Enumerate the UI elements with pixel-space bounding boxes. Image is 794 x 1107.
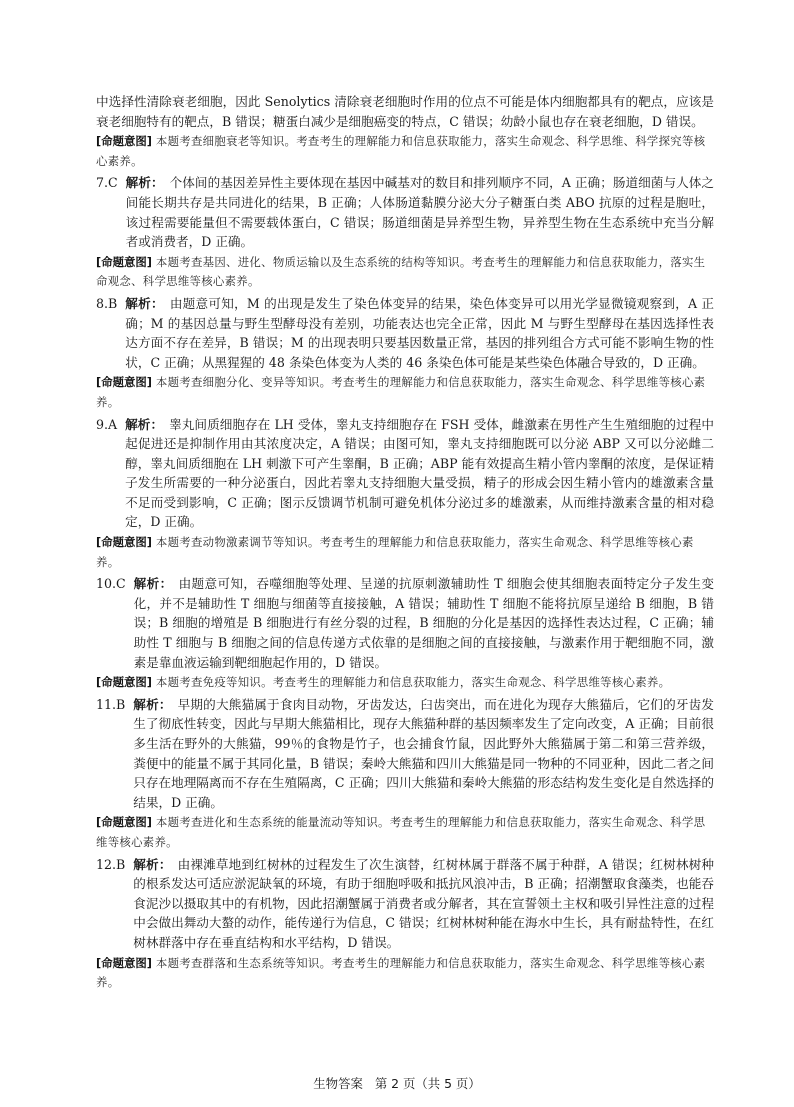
analysis-label: 解析：: [133, 696, 172, 712]
continuation-intent: [96, 132, 714, 171]
intent-label: [命题意图]: [96, 535, 152, 550]
question-list: [96, 173, 714, 992]
analysis-text: 由题意可知，吞噬细胞等处理、呈递的抗原刺激辅助性 T 细胞会使其细胞表面特定分子发生变化，并不是辅助性 T 细胞与细菌等直接接触，A 错误；辅助性 T 细胞不能将抗原呈递给 B 细胞，B 错误；B 细胞的增殖是 B 细胞进行有丝分裂的过程，B 细胞的分化是基因的选择性表达过程，C 正确；辅助性 T 细胞与 B 细胞之间的信息传递方式依靠的是细胞之间的直接接触，与激素作用于靶细胞不同，激素是靠血液运输到靶细胞起作用的，D 错误。: [133, 576, 714, 670]
intent-label: [命题意图]: [96, 134, 152, 149]
question-item: [96, 855, 714, 993]
page-footer: [0, 1074, 794, 1092]
analysis-label: 解析：: [133, 576, 173, 592]
intent-text: 本题考查细胞分化、变异等知识。考查考生的理解能力和信息获取能力，落实生命观念、科学思维等核心素养。: [96, 375, 706, 409]
question-number: 7.C: [96, 175, 126, 191]
intent-text: 本题考查进化和生态系统的能量流动等知识。考查考生的理解能力和信息获取能力，落实生命观念、科学思维等核心素养。: [96, 815, 706, 849]
analysis-text: 早期的大熊猫属于食肉目动物，牙齿发达，臼齿突出，而在进化为现存大熊猫后，它们的牙齿发生了彻底性转变，因此与早期大熊猫相比，现存大熊猫种群的基因频率发生了定向改变，A 正确；目前很多生活在野外的大熊猫，99％的食物是竹子，也会捕食竹鼠，因此野外大熊猫属于第二和第三营养级，粪便中的能量不属于其同化量，B 错误；秦岭大熊猫和四川大熊猫是同一物种的不同亚种，因此二者之间只存在地理隔离而不存在生殖隔离，C 正确；四川大熊猫和秦岭大熊猫的形态结构发生变化是自然选择的结果，D 正确。: [133, 696, 715, 810]
question-intent: [96, 813, 714, 852]
question-intent: [96, 533, 714, 572]
intent-label: [命题意图]: [96, 254, 152, 269]
intent-text: 本题考查基因、进化、物质运输以及生态系统的结构等知识。考查考生的理解能力和信息获取能力，落实生命观念、科学思维等核心素养。: [96, 254, 706, 289]
footer-page-number: 第 2 页（共 5 页）: [374, 1076, 481, 1091]
intent-label: [命题意图]: [96, 815, 152, 830]
intent-label: [命题意图]: [96, 955, 152, 970]
question-item: [96, 415, 714, 573]
question-item: [96, 695, 714, 853]
analysis-label: 解析：: [125, 175, 164, 191]
question-item: [96, 173, 714, 292]
continuation-text: 中选择性清除衰老细胞，因此 Senolytics 清除衰老细胞时作用的位点不可能是体内细胞都具有的靶点，应该是衰老细胞特有的靶点，B 错误；糖蛋白减少是细胞癌变的特点，C 错误；幼龄小鼠也存在衰老细胞，D 错误。: [96, 94, 714, 129]
continuation-block: [96, 92, 714, 171]
intent-label: [命题意图]: [96, 675, 152, 690]
question-item: [96, 294, 714, 413]
intent-text: 本题考查群落和生态系统等知识。考查考生的理解能力和信息获取能力，落实生命观念、科学思维等核心素养。: [96, 955, 706, 990]
question-number: 10.C: [96, 576, 134, 592]
question-intent: [96, 673, 714, 693]
intent-text: 本题考查免疫等知识。考查考生的理解能力和信息获取能力，落实生命观念、科学思维等核心素养。: [155, 675, 671, 690]
analysis-text: 由裸滩草地到红树林的过程发生了次生演替，红树林属于群落不属于种群，A 错误；红树林树种的根系发达可适应淤泥缺氧的环境，有助于细胞呼吸和抵抗风浪冲击，B 正确；招潮蟹取食藻类，也能吞食泥沙以摄取其中的有机物，因此招潮蟹属于消费者或分解者，其在宣誓领土主权和吸引异性注意的过程中会做出舞动大螯的动作，能传递行为信息，C 错误；红树林树种能在海水中生长，具有耐盐特性，在红树林群落中存在垂直结构和水平结构，D 错误。: [133, 856, 714, 950]
footer-subject: 生物答案: [313, 1076, 363, 1091]
intent-label: [命题意图]: [96, 375, 152, 390]
question-number: 12.B: [96, 856, 134, 872]
question-intent: [96, 253, 714, 292]
question-item: [96, 574, 714, 693]
question-number: 8.B: [96, 295, 126, 311]
analysis-label: 解析：: [125, 295, 164, 311]
question-intent: [96, 373, 714, 412]
analysis-text: 个体间的基因差异性主要体现在基因中碱基对的数目和排列顺序不同，A 正确；肠道细菌与人体之间能长期共存是共同进化的结果，B 正确；人体肠道黏膜分泌大分子糖蛋白类 ABO 抗原的过程是胞吐，该过程需要能量但不需要载体蛋白，C 错误；肠道细菌是异养型生物，异养型生物在生态系统中充当分解者或消费者，D 正确。: [125, 175, 714, 250]
question-number: 11.B: [96, 696, 134, 712]
analysis-label: 解析：: [133, 856, 172, 872]
question-intent: [96, 954, 714, 993]
analysis-text: 由题意可知，M 的出现是发生了染色体变异的结果，染色体变异可以用光学显微镜观察到，A 正确；M 的基因总量与野生型酵母没有差别，功能表达也完全正常，因此 M 与野生型酵母在基因选择性表达方面不存在差异，B 错误；M 的出现表明只要基因数量正常，基因的排列组合方式可能不影响生物的性状，C 正确；从黑猩猩的 48 条染色体变为人类的 46 条染色体可能是某些染色体融合导致的，D 正确。: [125, 295, 714, 370]
intent-text: 本题考查细胞衰老等知识。考查考生的理解能力和信息获取能力，落实生命观念、科学思维、科学探究等核心素养。: [96, 134, 706, 168]
analysis-label: 解析：: [125, 416, 164, 432]
intent-text: 本题考查动物激素调节等知识。考查考生的理解能力和信息获取能力，落实生命观念、科学思维等核心素养。: [96, 535, 694, 569]
question-number: 9.A: [96, 416, 126, 432]
analysis-text: 睾丸间质细胞存在 LH 受体，睾丸支持细胞存在 FSH 受体，雌激素在男性产生生殖细胞的过程中起促进还是抑制作用由其浓度决定，A 错误；由图可知，睾丸支持细胞既可以分泌 ABP 又可以分泌雌二醇，睾丸间质细胞在 LH 刺激下可产生睾酮，B 正确；ABP 能有效提高生精小管内睾酮的浓度，是保证精子发生所需要的一种分泌蛋白，因此若睾丸支持细胞大量受损，精子的形成会因生精小管内的雄激素含量不足而受到影响，C 正确；图示反馈调节机制可避免机体分泌过多的雄激素，从而维持激素含量的相对稳定，D 正确。: [125, 416, 714, 530]
